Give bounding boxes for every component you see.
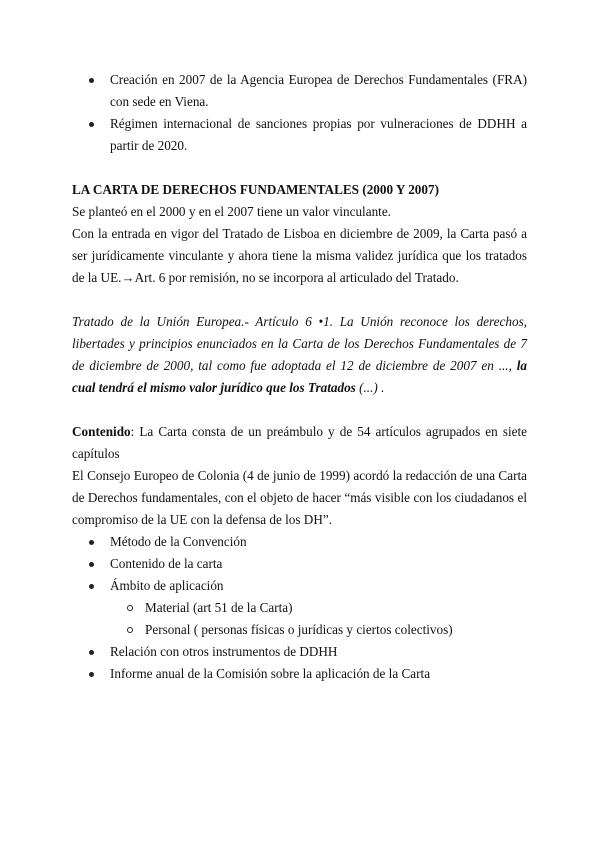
- list-item: Creación en 2007 de la Agencia Europea de Derechos Fundamentales (FRA) con sede en Viena.: [72, 69, 527, 113]
- paragraph-contenido: [72, 421, 527, 465]
- spacer: [72, 399, 527, 421]
- top-bullet-list: [72, 69, 527, 157]
- sub-list-item: Personal ( personas físicas o jurídicas y ciertos colectivos): [72, 619, 527, 641]
- list-item: Contenido de la carta: [72, 553, 527, 575]
- treaty-quote: [72, 311, 527, 399]
- list-item: Relación con otros instrumentos de DDHH: [72, 641, 527, 663]
- paragraph-intro: Se planteó en el 2000 y en el 2007 tiene un valor vinculante.: [72, 204, 391, 219]
- document-body: [72, 69, 527, 685]
- contenido-label: Contenido: [72, 424, 131, 439]
- paragraph-lisboa: Con la entrada en vigor del Tratado de Lisboa en diciembre de 2009, la Carta pasó a ser jurídicamente vinculante y ahora tiene la misma validez jurídica que los tratados de la UE.→Art. 6 por remisión, no se incorpora al articulado del Tratado.: [72, 226, 527, 285]
- contenido-text: : La Carta consta de un preámbulo y de 54 artículos agrupados en siete capítulos: [72, 424, 527, 461]
- spacer: [72, 289, 527, 311]
- list-item: Método de la Convención: [72, 531, 527, 553]
- section-heading: LA CARTA DE DERECHOS FUNDAMENTALES (2000 Y 2007): [72, 182, 439, 197]
- sub-list-item: Material (art 51 de la Carta): [72, 597, 527, 619]
- list-item: Informe anual de la Comisión sobre la aplicación de la Carta: [72, 663, 527, 685]
- quote-bold: la cual tendrá el mismo valor jurídico que los Tratados: [72, 358, 527, 395]
- paragraph-colonia: El Consejo Europeo de Colonia (4 de junio de 1999) acordó la redacción de una Carta de Derechos fundamentales, con el objeto de hacer “más visible con los ciudadanos el compromiso de la UE con la defensa de los DH”.: [72, 468, 527, 527]
- list-item: Régimen internacional de sanciones propias por vulneraciones de DDHH a partir de 2020.: [72, 113, 527, 157]
- content-list: [72, 531, 527, 685]
- list-item: Ámbito de aplicación: [72, 575, 527, 597]
- quote-text: Tratado de la Unión Europea.- Artículo 6 •1. La Unión reconoce los derechos, libertades y principios enunciados en la Carta de los Derechos Fundamentales de 7 de diciembre de 2000, tal como fue adoptada el 12 de diciembre de 2007 en ...,: [72, 314, 527, 373]
- quote-tail: (...) .: [355, 380, 385, 395]
